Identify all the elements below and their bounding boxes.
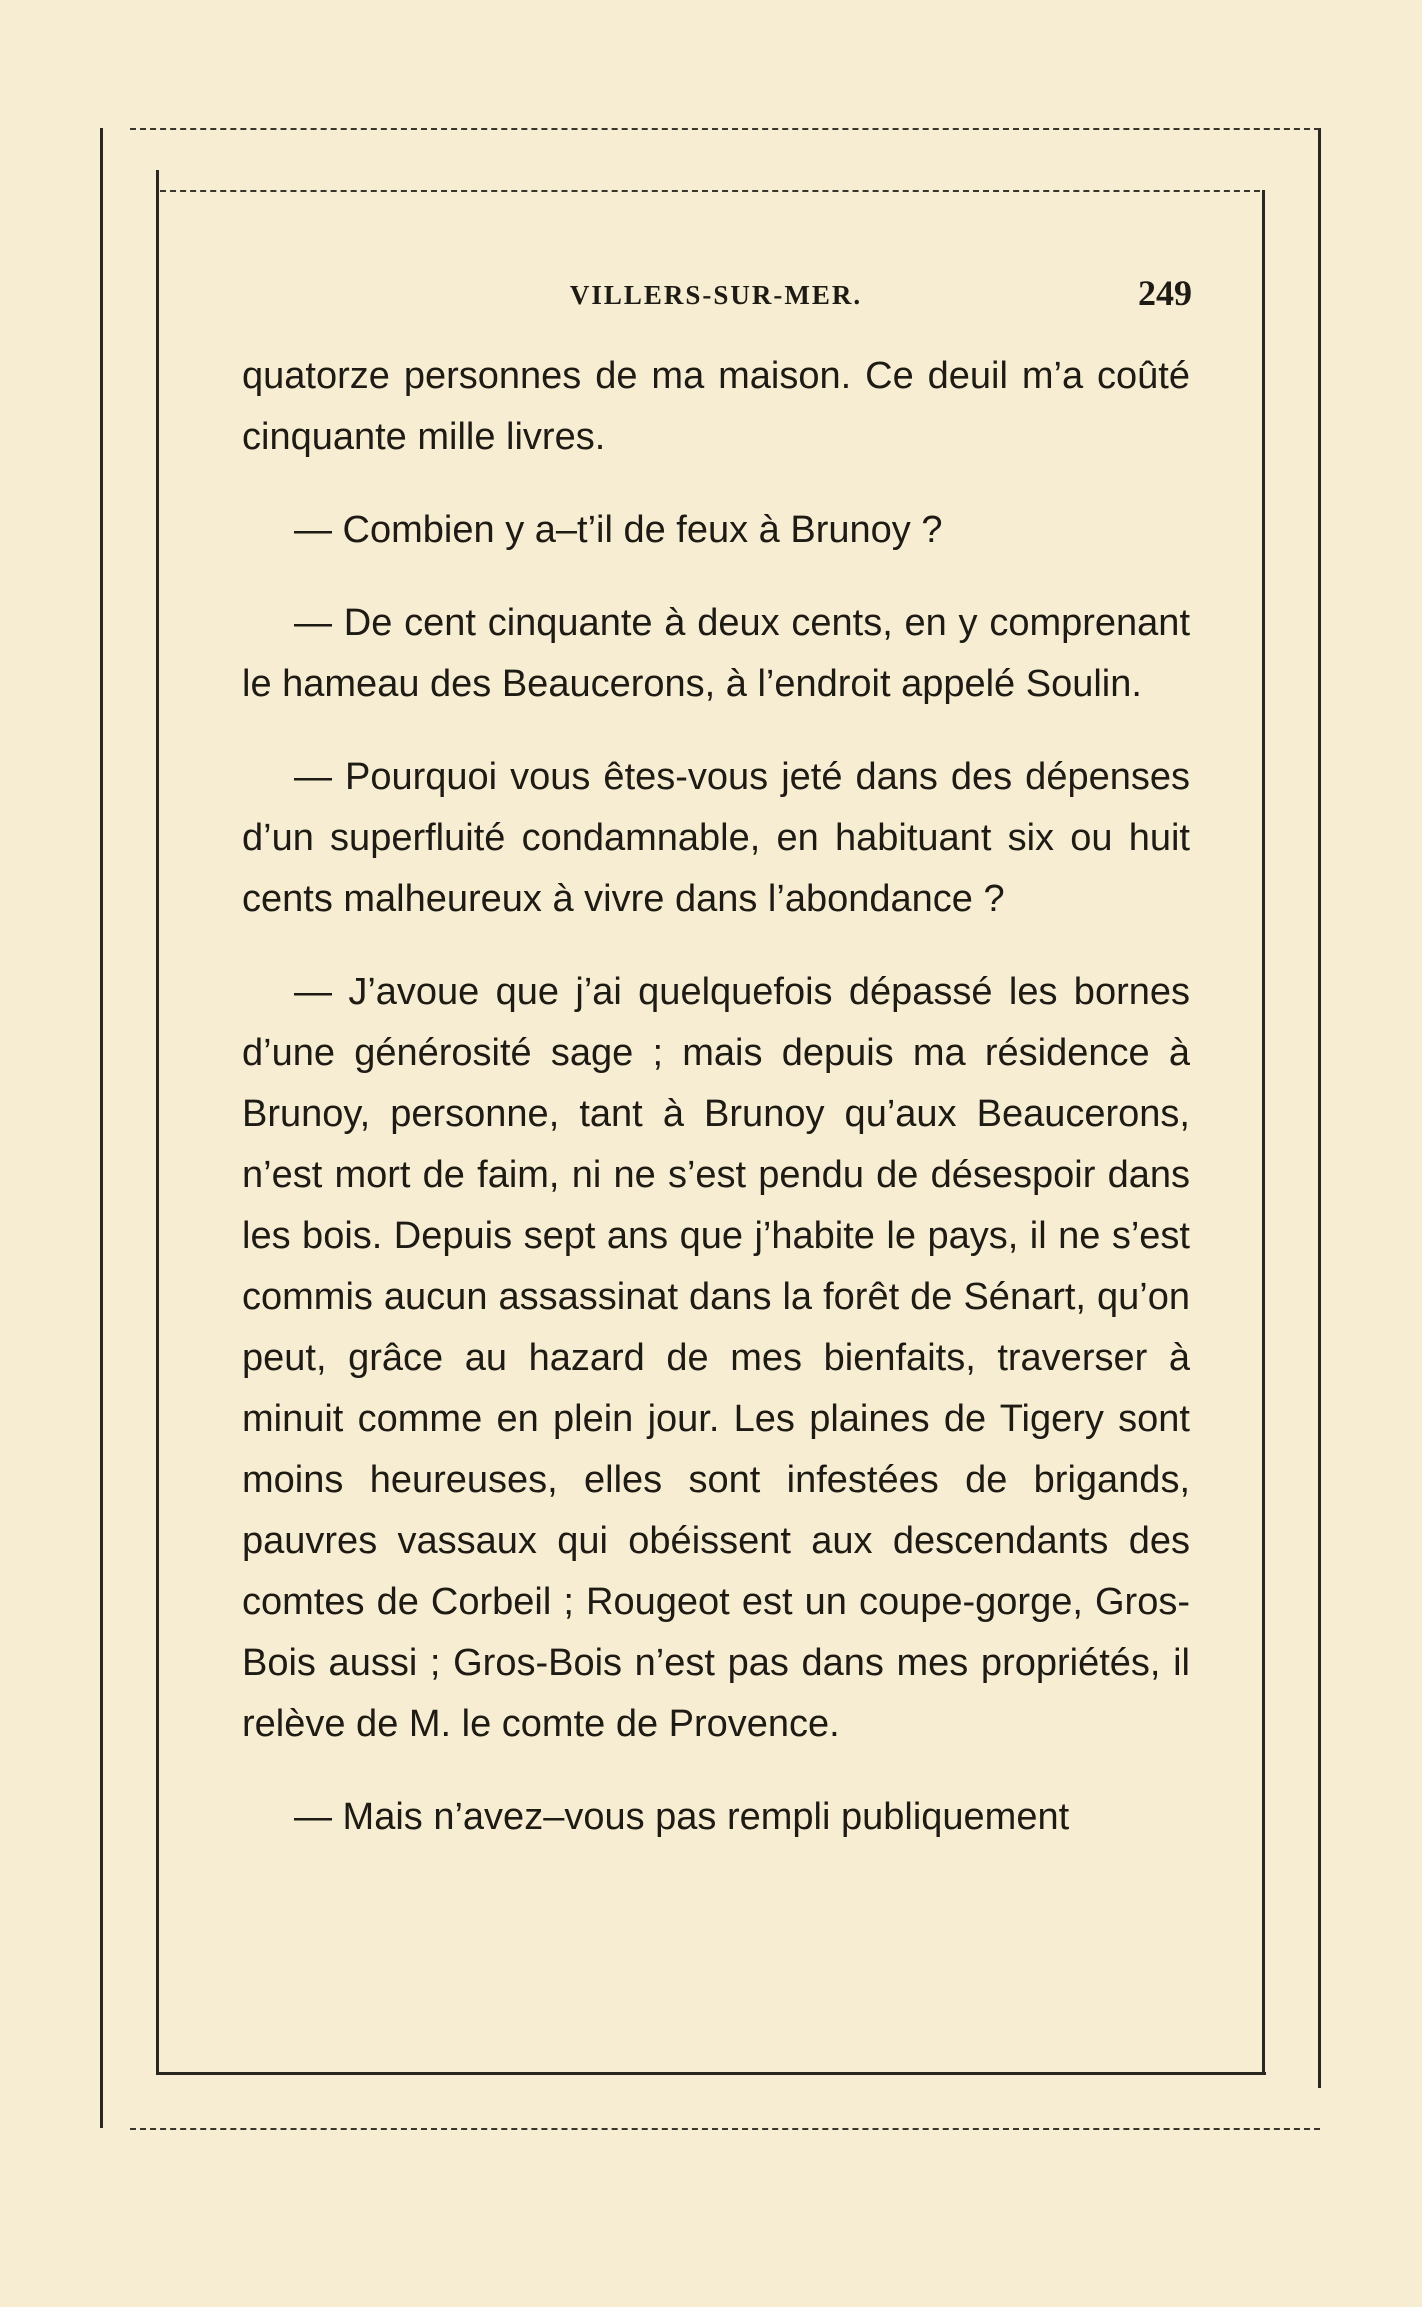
page-number: 249 [1138, 273, 1192, 313]
paragraph-dialogue: — De cent cinquante à deux cents, en y comprenant le hameau des Beaucerons, à l’endroit appelé Soulin. [242, 602, 1190, 705]
paragraph-dialogue: — Mais n’avez–vous pas rempli publiquement [294, 1796, 1070, 1838]
running-title: VILLERS-SUR-MER. [569, 280, 863, 310]
outer-frame-bottom-rule [130, 2128, 1320, 2130]
paragraph-continuation: quatorze personnes de ma maison. Ce deuil m’a coûté cinquante mille livres. [242, 355, 1190, 458]
inner-frame-right-rule [1262, 190, 1265, 2075]
paragraph-dialogue: — J’avoue que j’ai quelquefois dépassé les bornes d’une générosité sage ; mais depuis ma résidence à Brunoy, personne, tant à Brunoy qu’aux Beaucerons, n’est mort de faim, ni ne s’est pendu de désespoir dans les bois. Depuis sept ans que j’habite le pays, il ne s’est commis aucun assassinat dans la forêt de Sénart, qu’on peut, grâce au hazard de mes bienfaits, traverser à minuit comme en plein jour. Les plaines de Tigery sont moins heureuses, elles sont infestées de brigands, pauvres vassaux qui obéissent aux descendants des comtes de Corbeil ; Rougeot est un coupe-gorge, Gros-Bois aussi ; Gros-Bois n’est pas dans mes propriétés, il relève de M. le comte de Provence. [242, 971, 1190, 1745]
paragraph-dialogue: — Combien y a–t’il de feux à Brunoy ? [294, 509, 943, 551]
inner-frame-top-rule [160, 190, 1260, 192]
outer-frame-right-rule [1318, 128, 1321, 2088]
paragraph-dialogue: — Pourquoi vous êtes-vous jeté dans des dépenses d’un superfluité condamnable, en habituant six ou huit cents malheureux à vivre dans l’abondance ? [242, 756, 1190, 920]
outer-frame-top-rule [130, 128, 1320, 130]
text-block [242, 346, 1190, 1880]
inner-frame-left-rule [156, 170, 159, 2075]
inner-frame-bottom-rule [156, 2072, 1266, 2075]
running-head [240, 272, 1192, 320]
outer-frame-left-rule [100, 128, 103, 2128]
